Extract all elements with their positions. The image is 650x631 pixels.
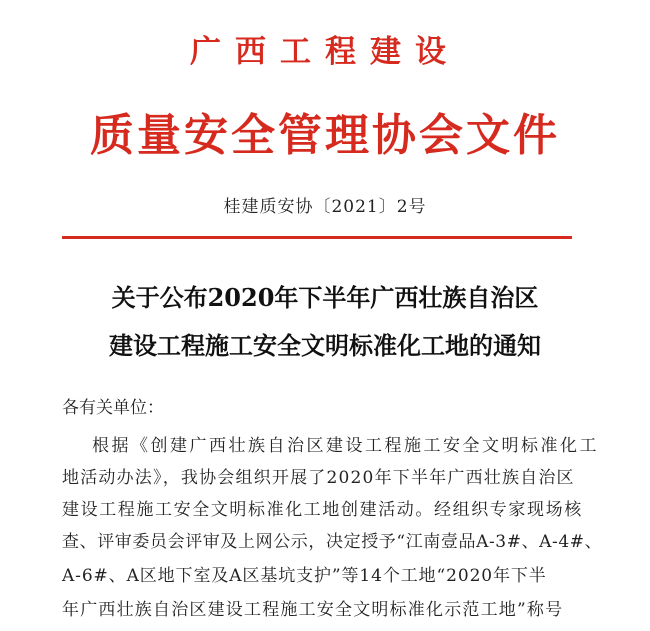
document-number: 桂建质安协〔2021〕2号 xyxy=(223,197,427,217)
org-header-line1: 广西工程建设 xyxy=(190,34,460,70)
body-line-3: 建设工程施工安全文明标准化工地创建活动。经组织专家现场核 xyxy=(62,500,583,520)
notice-title-line1: 关于公布2020年下半年广西壮族自治区 xyxy=(111,283,539,312)
body-line-4: 查、评审委员会评审及上网公示，决定授予“江南壹品A-3#、A-4#、 xyxy=(62,532,603,552)
body-line-2: 地活动办法》，我协会组织开展了2020年下半年广西壮族自治区 xyxy=(62,468,575,488)
body-line-6: 年广西壮族自治区建设工程施工安全文明标准化示范工地”称号 xyxy=(62,600,564,620)
body-line-1: 根据《创建广西壮族自治区建设工程施工安全文明标准化工 xyxy=(92,436,599,456)
salutation: 各有关单位： xyxy=(62,398,164,418)
red-divider-line xyxy=(62,236,572,239)
notice-title-line2: 建设工程施工安全文明标准化工地的通知 xyxy=(109,331,541,360)
body-line-5: A-6#、A区地下室及A区基坑支护”等14个工地“2020年下半 xyxy=(62,566,547,586)
org-header-line2: 质量安全管理协会文件 xyxy=(90,110,560,161)
